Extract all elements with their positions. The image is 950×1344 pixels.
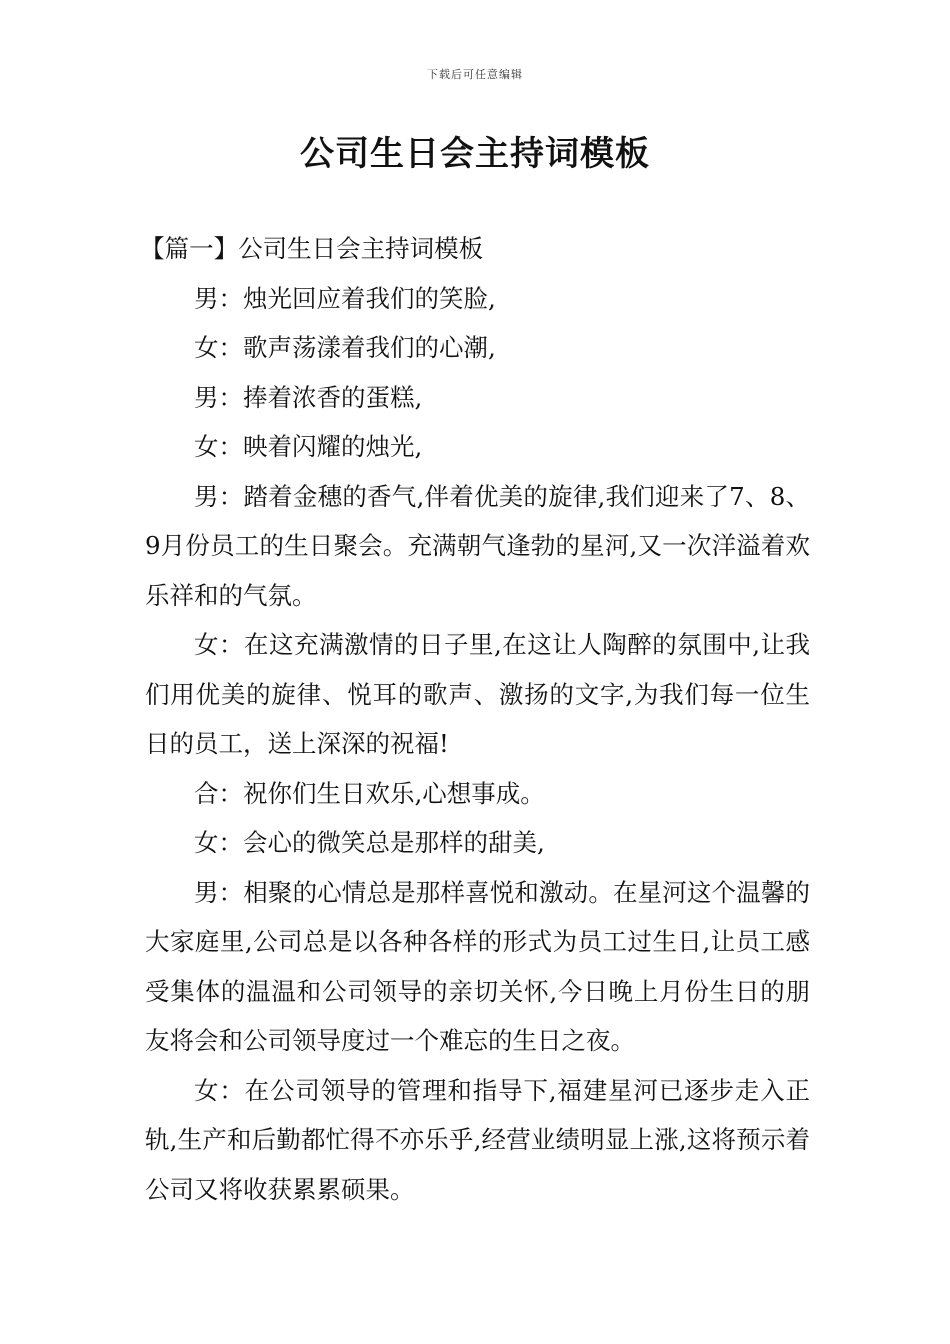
paragraph-2: 女：歌声荡漾着我们的心潮, [194,333,496,362]
paragraph-4: 女：映着闪耀的烛光, [194,432,423,461]
paragraph-7: 合：祝你们生日欢乐,心想事成。 [194,778,545,808]
paragraph-3: 男：捧着浓香的蛋糕, [194,382,423,412]
paragraph-5: 男：踏着金穗的香气,伴着优美的旋律,我们迎来了7、8、9月份员工的生日聚会。充满朝气逢勃的星河,又一次洋溢着欢乐祥和的气氛。 [145,481,810,610]
section-heading: 【篇一】公司生日会主持词模板 [140,234,484,263]
paragraph-1: 男：烛光回应着我们的笑脸, [194,283,496,313]
header-note: 下载后可任意编辑 [427,68,523,81]
document-title: 公司生日会主持词模板 [300,134,650,174]
paragraph-6: 女：在这充满激情的日子里,在这让人陶醉的氛围中,让我们用优美的旋律、悦耳的歌声、激扬的文字,为我们每一位生日的员工，送上深深的祝福! [145,630,810,758]
paragraph-9: 男：相聚的心情总是那样喜悦和激动。在星河这个温馨的大家庭里,公司总是以各种各样的形式为员工过生日,让员工感受集体的温温和公司领导的亲切关怀,今日晚上月份生日的朋友将会和公司领导度过一个难忘的生日之夜。 [145,877,810,1055]
paragraph-8: 女：会心的微笑总是那样的甜美, [194,828,545,857]
paragraph-10: 女：在公司领导的管理和指导下,福建星河已逐步走入正轨,生产和后勤都忙得不亦乐乎,经营业绩明显上涨,这将预示着公司又将收获累累硕果。 [145,1075,810,1204]
document-body [140,224,810,1214]
